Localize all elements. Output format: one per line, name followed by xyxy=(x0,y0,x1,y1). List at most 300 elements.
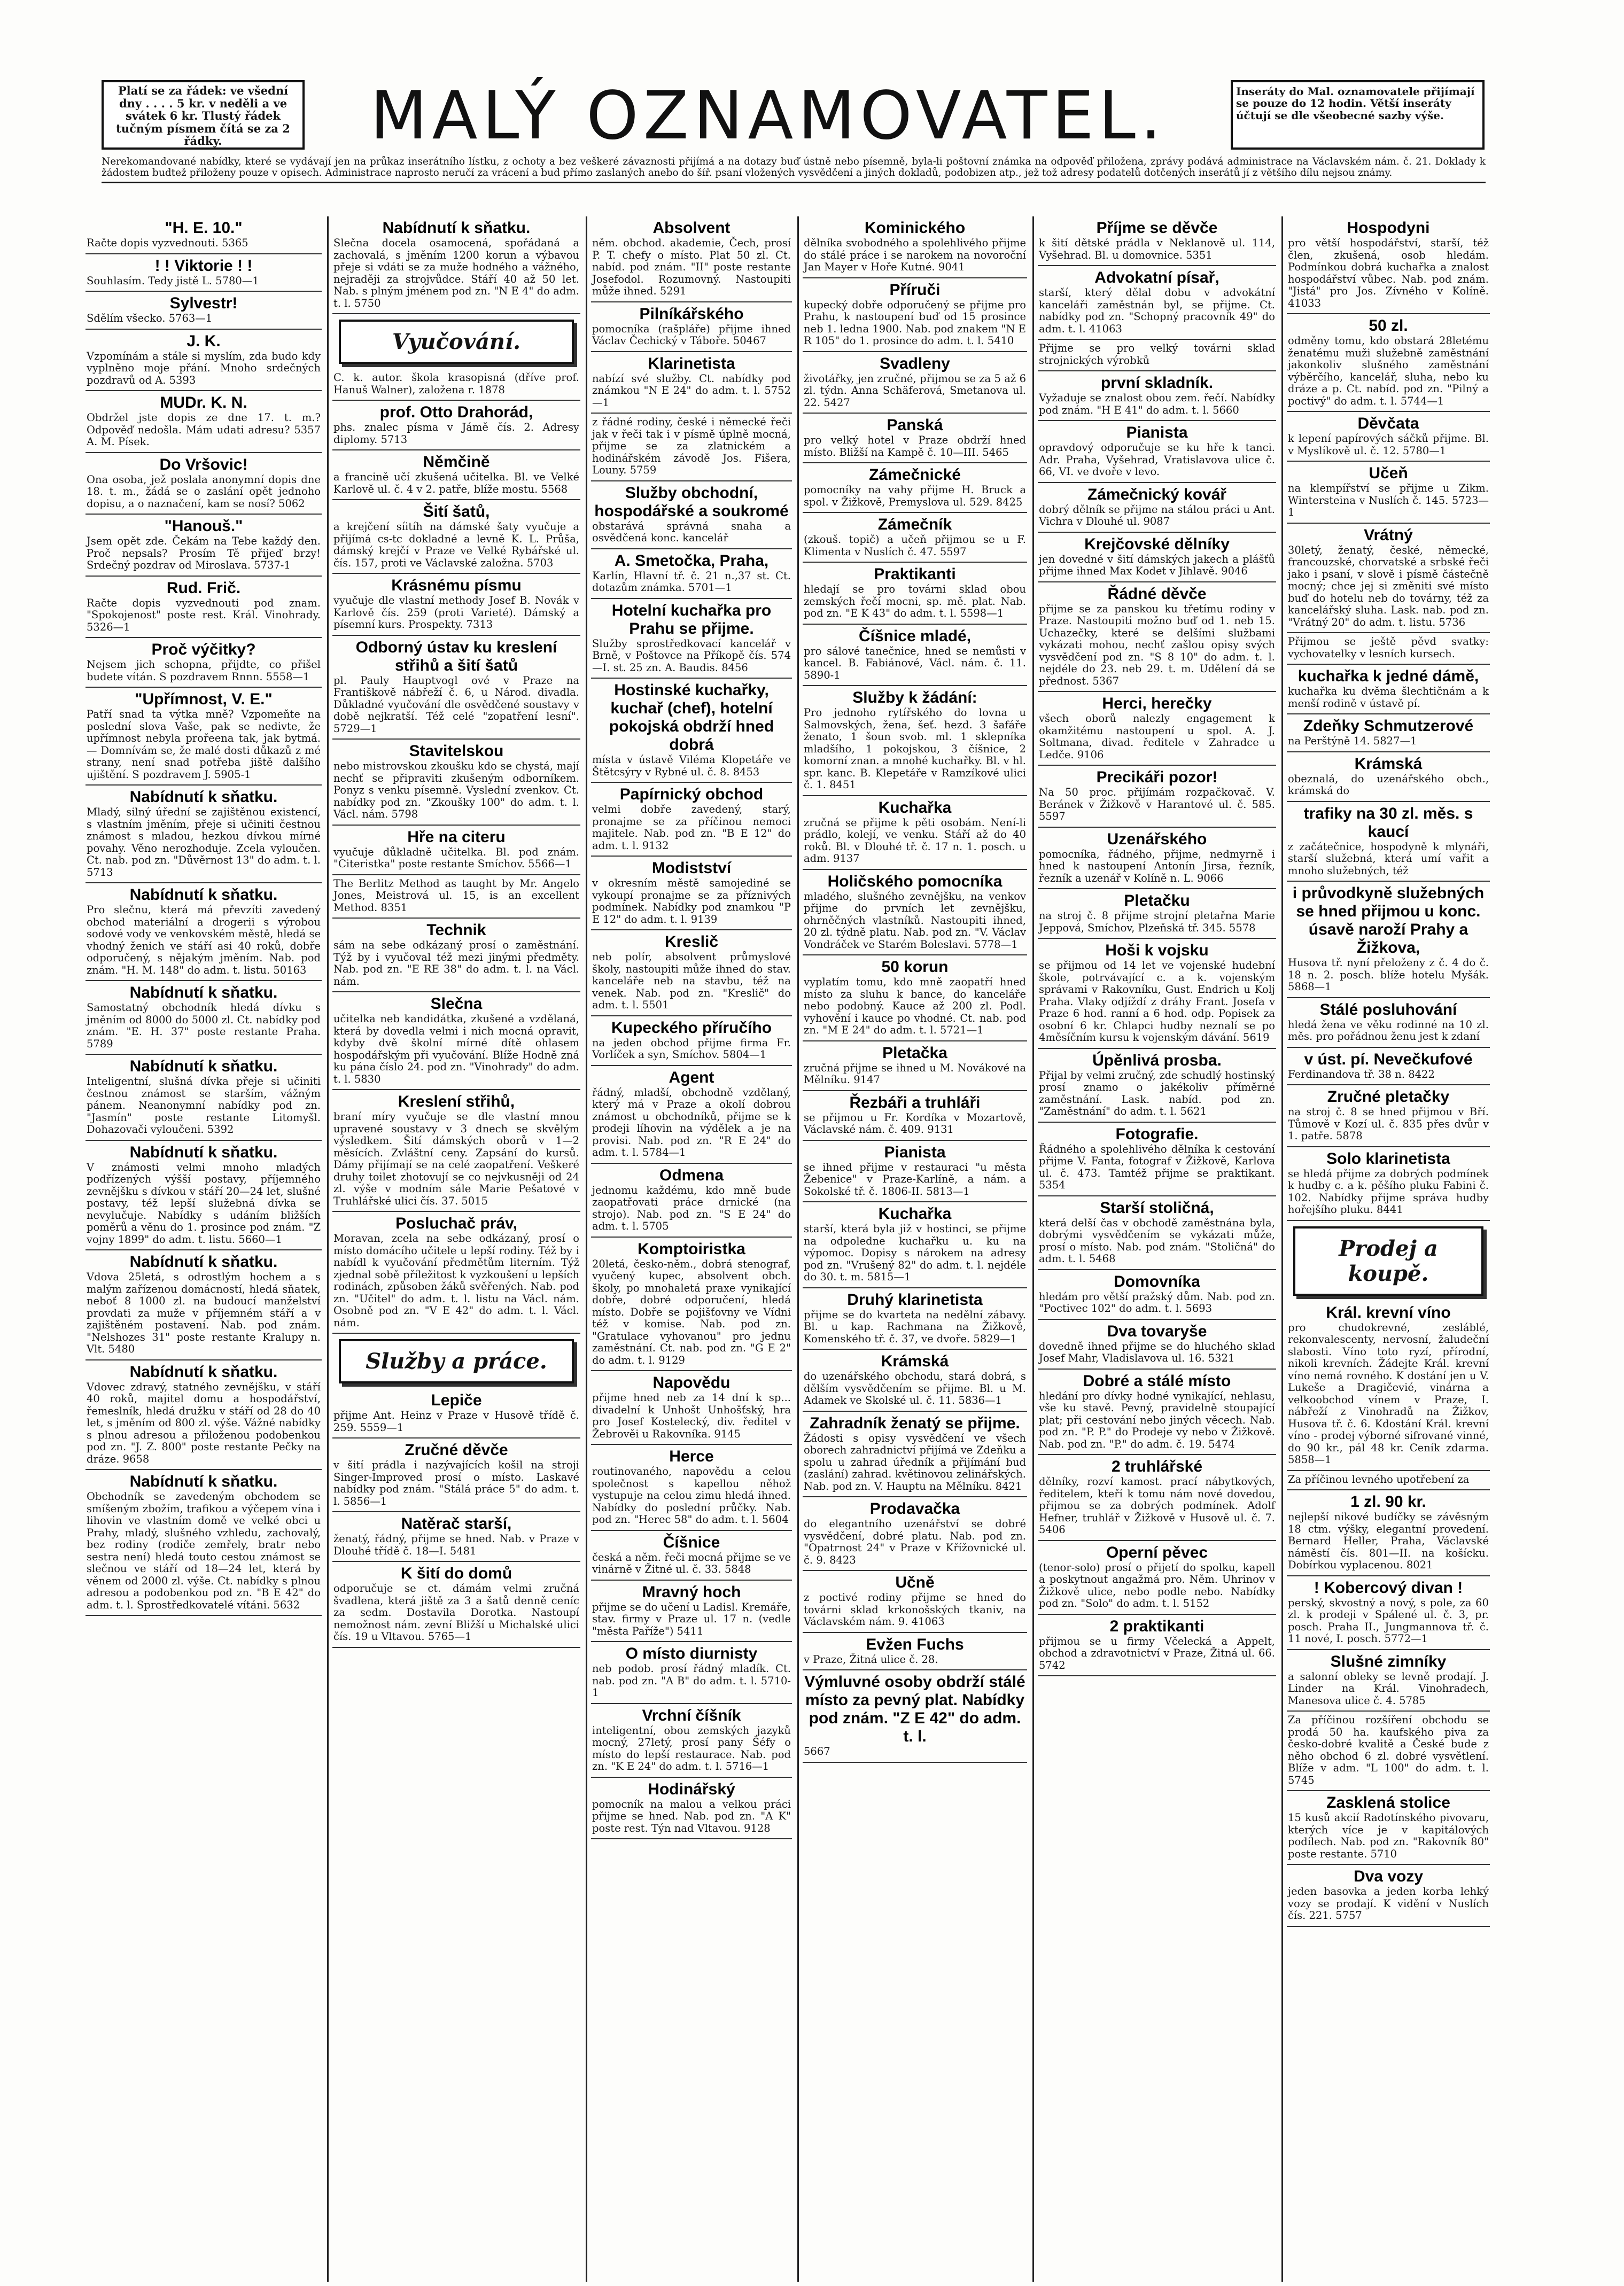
ad-text: 20letá, česko-něm., dobrá stenograf, vyučený kupec, absolvent obch. školy, po mnohaletá praxe vynikající dobře, dobré odporučení, hledá místo. Dobře se pojišťovny ve Vídni též v komise. Nab. pod zn. "Gratulace vyhovanou" pro jednu zaměstnání. Ct. nab. pod zn. "G E 2" do adm. t. l. 9129 xyxy=(592,1257,791,1366)
ad-heading: 50 korun xyxy=(881,958,949,976)
classified-ad xyxy=(86,453,322,515)
ad-text: se hledá přijme za dobrých podmínek k hudby c. a k. pěšího pluku Fabini č. 102. Nabídky přijme správa hudby hořejšího pluku. 8441 xyxy=(1288,1167,1489,1216)
ad-text: kupecký dobře odporučený se přijme pro Prahu, k nastoupení buď od 15 prosince neb 1. ledna 1900. Nab. pod znakem "N E R 105" do 1. prosince do adm. t. l. 5410 xyxy=(804,298,1026,347)
classified-ad xyxy=(1287,752,1490,802)
classified-ad xyxy=(803,278,1027,352)
ad-text: Vdovec zdravý, statného zevnějšku, v stáří 40 roků, majitel domu a hospodářství, řemeslník, hledá družku v stáří od 28 do 40 let, s jměním od 800 zl. výše. Vážné nabídky s plnou adresou a přiloženou podobenkou pod zn. "J. Z. 800" poste restante Pečky na dráze. 9658 xyxy=(87,1380,321,1465)
ad-heading: prof. Otto Drahorád, xyxy=(379,403,533,421)
classified-ad xyxy=(86,330,322,392)
classified-ad xyxy=(1038,1270,1276,1320)
ad-text: Žádosti s opisy vysvědčení ve všech oborech zahradnictví přijímá ve Zdeňku a spolu u zahrad úředník a přijímání bud (zaslání) zahrad. květinovou zelinářských. Nab. pod zn. V. Hauptu na Mělníku. 8421 xyxy=(804,1432,1026,1492)
ad-text: starší, který dělal dobu v advokátní kanceláři zaměstnán byl, se přijme. Ct. nabídky pod zn. "Schopný pracovník 49" do adm. t. l. 41063 xyxy=(1039,286,1275,335)
classified-ad xyxy=(1287,1490,1490,1576)
ad-heading: Služby obchodní, hospodářské a soukromé xyxy=(594,484,789,520)
ad-text: česká a něm. řeči mocná přijme se ve vinárně v Žitné ul. č. 33. 5848 xyxy=(592,1551,791,1575)
ad-heading: Pianista xyxy=(1126,424,1188,441)
ad-heading: Holičského pomocníka xyxy=(827,872,1003,890)
ad-text: Pro slečnu, která má převzíti zavedený obchod materiální a drogerii s výrobou sodové vody ve venkovském městě, hledá se vhodný ženich ve stáří asi 40 roků, dobře odporučený, s nějakým jměním. Nab. pod znám. "H. M. 148" do adm. t. listu. 50163 xyxy=(87,904,321,976)
ad-heading: Vrchní číšník xyxy=(642,1706,741,1724)
ad-heading: K šití do domů xyxy=(400,1565,512,1582)
ad-heading: Krásnému písmu xyxy=(391,577,522,594)
ad-text: Na 50 proc. přijímám rozpačkovač. V. Beránek v Žižkově v Harantové ul. č. 585. 5597 xyxy=(1039,786,1275,822)
ad-heading: ! ! Viktorie ! ! xyxy=(154,256,253,275)
ad-heading: Kreslení střihů, xyxy=(398,1093,515,1110)
ad-heading: Němčině xyxy=(423,453,490,471)
ad-text: Přijmou se ještě pěvd svatky: vychovatelky v lesních kursech. xyxy=(1288,635,1489,660)
ad-heading: Král. krevní víno xyxy=(1326,1303,1451,1321)
ad-heading: v úst. pí. Nevečkufové xyxy=(1304,1050,1473,1068)
classified-ad xyxy=(1287,1576,1490,1650)
classified-ad xyxy=(803,1202,1027,1288)
column-1 xyxy=(86,216,322,2276)
classified-ad xyxy=(803,1497,1027,1571)
classified-ad xyxy=(1038,889,1276,939)
ad-text: V známosti velmi mnoho mladých podřízených výšší postavy, příjemného zevnějšku s dívkou v stáří 20—24 let, slušné postavy, též lepší služebná dívka se nevylučuje. Nabídky s udáním bližších poměrů a věnu do 1. prosince pod znám. "Z vojny 1899" do adm. t. listu. 5660—1 xyxy=(87,1161,321,1246)
classified-ad xyxy=(591,857,792,930)
ad-text: do uzenářského obchodu, stará dobrá, s dělším vysvědčením se přijme. Bl. u M. Adamek ve Skolské ul. č. 11. 5836—1 xyxy=(804,1370,1026,1406)
ad-text: učitelka neb kandidátka, zkušené a vzdělaná, která by dovedla velmi i nich mocná opravit, kdyby dvě školní mírné dítě ohlasem hospodářským při vyučování. Blíže Hodně zná ku pána číslo 24. pod zn. "Vinohrady" do adm. t. l. 5830 xyxy=(333,1013,579,1085)
classified-ad xyxy=(1038,1370,1276,1456)
classified-ad xyxy=(591,302,792,352)
classified-ad xyxy=(803,563,1027,625)
ad-heading: 50 zl. xyxy=(1369,317,1408,335)
ad-heading: Hostinské kuchařky, kuchař (chef), hotelní pokojská obdrží hned dobrá xyxy=(609,681,774,753)
ad-text: dovedně ihned přijme se do hluchého sklad Josef Mahr, Vladislavova ul. 16. 5321 xyxy=(1039,1340,1275,1364)
column-2 xyxy=(332,216,580,2276)
ad-text: pomocník na malou a velkou práci přijme se hned. Nab. pod zn. "A K" poste rest. Týn nad Vltavou. 9128 xyxy=(592,1798,791,1834)
ad-text: odměny tomu, kdo obstará 28letému ženatému muži služebně zaměstnání jakonkoliv slušného zaměstnání výběrčího, kancelář, sluha, nebo ku dráze a p. Ct. nabíd. pod zn. "Pilný a poctivý" do adm. t. l. 5744—1 xyxy=(1288,335,1489,407)
classified-ad xyxy=(86,292,322,330)
ad-heading: Odborný ústav ku kreslení střihů a šití šatů xyxy=(355,638,557,674)
ad-text: Obchodník se zavedeným obchodem se smíšeným zbožím, trafikou a výčepem vína i lihovin ve vlastním domě ve velké obci u Prahy, mladý, slušného vzhledu, zachovalý, bez rodiny (rodiče zemřely, bratr nebo sestra není) hledá touto cestou známost se slečnou ve stáří od 18—24 let, která by věnem od 2000 zl. výše. Ct. nabídky s plnou adresou a podobenkou pod zn. "B E 42" do adm. t. l. Sprostředkovatelé vítáni. 5632 xyxy=(87,1490,321,1611)
ad-text: Vzpomínám a stále si myslím, zda budo kdy vyplněno moje přání. Mnoho srdečných pozdravů od A. 5393 xyxy=(87,349,321,386)
classified-ad xyxy=(803,796,1027,870)
classified-ad xyxy=(1038,266,1276,340)
ad-text: nebo mistrovskou zkoušku kdo se chystá, mají nechť se připraviti zkušeným odborníkem. Ponyz s venku písemně. Vyslední zvenkov. Ct. nabídky pod zn. "Zkoušky 100" do adm. t. l. Václ. nám. 5798 xyxy=(333,760,579,820)
ad-heading: Nabídnutí k sňatku. xyxy=(382,219,531,237)
ad-heading: A. Smetočka, Praha, xyxy=(614,551,769,570)
classified-ad xyxy=(332,740,580,826)
ad-text: ženatý, řádný, přijme se hned. Nab. v Praze v Dlouhé třídě č. 18—I. 5481 xyxy=(333,1533,579,1557)
classified-ad xyxy=(1038,533,1276,582)
classified-ad xyxy=(803,1412,1027,1498)
ad-text: starší, která byla již v hostinci, se přijme na odpoledne kuchařku u. ku na výpomoc. Dopisy s nárokem na adresy pod zn. "Vrušený 82" do adm. t. l. nejdéle do 30. t. m. 5815—1 xyxy=(804,1223,1026,1283)
classified-ad xyxy=(332,450,580,500)
ad-heading: Rud. Frič. xyxy=(166,579,241,597)
classified-ad xyxy=(1038,483,1276,533)
classified-ad xyxy=(591,679,792,783)
classified-ad xyxy=(332,216,580,314)
classified-ad xyxy=(86,1141,322,1251)
classified-ad xyxy=(332,574,580,636)
classified-ad xyxy=(86,1470,322,1616)
ad-text: hledají se pro továrni sklad obou zemských řečí mocni, sp. mě. plat. Nab. pod zn. "E K 43" do adm. t. l. 5598—1 xyxy=(804,583,1026,619)
classified-ad xyxy=(1287,714,1490,752)
classified-ad xyxy=(86,515,322,577)
ad-heading: O místo diurnisty xyxy=(625,1645,758,1662)
ad-text: na stroj č. 8 přijme strojní pletařna Marie Jeppová, Smíchov, Plzeňská tř. 345. 5578 xyxy=(1039,909,1275,934)
ad-text: z řádné rodiny, české i německé řeči jak v řeči tak i v písmě úplně mocná, přijme se za zlatnickém a hodinářském závodě Jos. Fišera, Louny. 5759 xyxy=(592,416,791,476)
ad-text: přijme se do učení u Ladisl. Kremáře, stav. firmy v Praze ul. 17 n. (vedle "města Paříže") 5411 xyxy=(592,1600,791,1637)
ad-heading: "H. E. 10." xyxy=(165,219,243,237)
ad-text: z poctivé rodiny přijme se hned do továrni sklad krkonošských tkaniv, na Václavském nám. 9. 41063 xyxy=(804,1591,1026,1628)
ad-heading: Nabídnutí k sňatku. xyxy=(129,886,278,904)
ad-text: Vdova 25letá, s odrostlým hochem a s malým zařízenou domácností, hledá sňatek, neboť 8 1000 zl. na budoucí manželství provdati za muže v příjemném stáří a v zajištěném postavení. Nab. pod znám. "Nelshozes 31" poste restante Kralupy n. Vlt. 5480 xyxy=(87,1271,321,1355)
ad-text: v okresním městě samojediné se vykoupí pronajme se za příznivých podmínek. Nabídky pod znamkou "P E 12" do adm. t. l. 9139 xyxy=(592,877,791,926)
classified-ad xyxy=(86,688,322,786)
classified-ad xyxy=(803,955,1027,1041)
classified-ad xyxy=(591,1016,792,1066)
page-title: MALÝ OZNAMOVATEL. xyxy=(370,77,1167,154)
ad-heading: Fotografie. xyxy=(1115,1125,1199,1143)
ad-text: vyplatím tomu, kdo mně zaopatří hned místo za sluhu k bance, do kanceláře nebo podobný. Kauce až 200 zl. Podl. vyhovění i kauce po vhodné. Ct. nab. pod zn. "M E 24" do adm. t. l. 5721—1 xyxy=(804,976,1026,1036)
ad-heading: Číšnice xyxy=(663,1533,720,1551)
classified-ad xyxy=(591,414,792,481)
classified-ad xyxy=(86,981,322,1055)
ad-text: a salonní obleky se levně prodají. J. Linder na Král. Vinohradech, Manesova ulice č. 4. 5785 xyxy=(1288,1670,1489,1707)
ad-heading: Kominického xyxy=(864,219,966,237)
ad-heading: Zámečnické xyxy=(869,466,961,484)
classified-ad xyxy=(1287,1865,1490,1927)
classified-ad xyxy=(1038,1049,1276,1123)
ad-text: routinovaného, napovědu a celou společnost s kapellou něhož vystupuje na celou zimu hledá ihned. Nabídky do poslední průčky. Nab. pod zn. "Herec 58" do adm. t. l. 5604 xyxy=(592,1465,791,1526)
classified-ad xyxy=(803,870,1027,956)
ad-text: jednomu každému, kdo mně bude zaopatřovati práce drnické (na strojo). Nab. pod zn. "S E 24" do adm. t. l. 5705 xyxy=(592,1184,791,1232)
classified-ad xyxy=(332,1389,580,1439)
ad-heading: Číšnice mladé, xyxy=(858,627,972,645)
ad-text: k šití dětské prádla v Neklanově ul. 114, Vyšehrad. Bl. u domovnice. 5351 xyxy=(1039,237,1275,261)
ad-text: něm. obchod. akademie, Čech, prosí P. T. chefy o místo. Plat 50 zl. Ct. nabíd. pod znám. "II" poste restante Josefodol. Rozumovný. Nastoupiti může ihned. 5291 xyxy=(592,237,791,297)
classified-ad xyxy=(1038,828,1276,890)
classified-ad xyxy=(591,599,792,679)
ad-heading: kuchařka k jedné dámě, xyxy=(1297,667,1479,685)
classified-ad xyxy=(803,352,1027,414)
classified-ad xyxy=(86,391,322,453)
ad-heading: Kuchařka xyxy=(878,1205,952,1223)
classified-ad xyxy=(591,1778,792,1840)
ad-text: Inteligentní, slušná dívka přeje si učiniti čestnou známost se starším, vážným pánem. Neanonymní nabídky pod zn. "Jasmín" poste restante Litomyšl. Dohazovači vyloučeni. 5392 xyxy=(87,1075,321,1136)
ad-heading: ! Kobercový divan ! xyxy=(1314,1579,1463,1597)
ad-text: Mladý, silný úřední se zajištěnou existencí, s vlastním jměním, přeje si učiniti čestnou známost s mladou, hezkou dívkou mírné povahy. Věno nerozhoduje. Zcela vyloučen. Ct. nab. pod zn. "Důvěrnost 13" do adm. t. l. 5713 xyxy=(87,806,321,878)
column-rule xyxy=(1281,216,1283,2282)
ad-text: Samostatný obchodník hledá dívku s jměním od 8000 do 5000 zl. Ct. nabídky pod znám. "E. H. 37" poste restante Praha. 5789 xyxy=(87,1001,321,1050)
ad-heading: Precikáři pozor! xyxy=(1096,768,1218,786)
ad-text: na jeden obchod přijme firma Fr. Vorlíček a syn, Smíchov. 5804—1 xyxy=(592,1036,791,1061)
classified-ad xyxy=(1287,1650,1490,1712)
ad-heading: Sylvestr! xyxy=(169,294,238,312)
ad-heading: Krámská xyxy=(1354,755,1423,773)
classified-ad xyxy=(591,783,792,857)
ad-text: Pro jednoho rytířského do lovna u Salmovských, žena, šeť. hezd. 3 šafáře ženato, 1 šoun svob. ml. 1 sklepníka mladšího, 1 pokojskou, 3 číšnice, 2 komorní znan. a mnohé kuchařky. Bl. v hl. spr. kanc. B. Klepetáře v Ramzíkové ulici č. 1. 8451 xyxy=(804,706,1026,791)
ad-text: na klempířství se přijme u Zikm. Wintersteina v Nuslích č. 145. 5723—1 xyxy=(1288,482,1489,518)
ad-heading: Pletačku xyxy=(1124,892,1190,909)
ad-heading: Hoši k vojsku xyxy=(1105,942,1209,959)
column-rule xyxy=(586,216,587,2282)
ad-text: pomocníka, řádného, přijme, nedmyrně i hned k nastoupení Antonín Jirsa, řezník, řezník a uzenář v Kolíně n. L. 9066 xyxy=(1039,847,1275,884)
classified-ad xyxy=(591,1371,792,1445)
classified-ad xyxy=(803,625,1027,687)
ad-text: životářky, jen zručné, přijmou se za 5 až 6 zl. týdn. Anna Schäferová, Smetanova ul. 22. 5427 xyxy=(804,372,1026,409)
administration-notice: Nerekomandované nabídky, které se vydávají jen na průkaz inserátního lístku, z ochoty a bez veškeré závaznosti přijímá a na dotazy buď ústně nebo písemně, byla-li poštovní známka na odpověď přiložena, zprávy podává administrace na Václavském nám. č. 21. Doklady k žádostem budtež přiloženy pouze v opisech. Administrace naprosto neručí za vrácení a bud přímo zaslaných anebo do šíř. psaní vložených vysvědčení a jiných dokladů, podobizen atp., jež tož adresy podatelů dotčených inserátů jí z většího dílu nejsou známy. xyxy=(102,156,1486,183)
ad-text: Karlín, Hlavní tř. č. 21 n.,37 st. Ct. dotazům známka. 5701—1 xyxy=(592,569,791,594)
ad-text: Obdržel jste dopis ze dne 17. t. m.? Odpověď nedošla. Mám udati adresu? 5357 A. M. Písek. xyxy=(87,411,321,448)
ad-text: přijme hned neb za 14 dní k sp... divadelní k Unhošt Unhošťský, hra pro Josef Kostelecký, div. ředitel v Žebrověi u Rakovníka. 9145 xyxy=(592,1391,791,1440)
ad-text: k lepení papírových sáčků přijme. Bl. v Myslíkově ul. č. 12. 5780—1 xyxy=(1288,432,1489,457)
section-header: Vyučování. xyxy=(339,320,574,364)
section-header: Prodej a koupě. xyxy=(1293,1226,1483,1296)
ad-heading: MUDr. K. N. xyxy=(160,394,247,411)
ad-text: Za příčinou rozšíření obchodu se prodá 50 ha. kaufského piva za česko-dobré kvalitě a České bude z něho obchod 6 zl. dobré vysvětlení. Blíže v adm. "L 100" do adm. t. l. 5745 xyxy=(1288,1714,1489,1786)
classified-ad xyxy=(591,930,792,1016)
ad-heading: Modistství xyxy=(651,859,732,877)
classified-ad xyxy=(591,549,792,599)
ad-text: pro velký hotel v Praze obdrží hned místo. Bližší na Kampě č. 10—III. 5465 xyxy=(804,434,1026,458)
ad-text: pro chudokrevné, zesláblé, rekonvalescenty, nervosní, žaludeční slabosti. Víno toto ryzí, přírodní, nikoli krevních. Žádejte Král. krevní víno nemá rovného. K dostání jen u V. Lukeše a Dragičevié, vinárna a velkoobchod vínem v Praze, I. nábřeží z Vinohradů na Žižkov, Husova tř. č. 6. Kdostání Král. krevní víno - prodej výborné sifrované vinné, do 90 kr., pál 48 kr. Ceník zdarma. 5858—1 xyxy=(1288,1321,1489,1466)
classified-ad xyxy=(803,1091,1027,1141)
ad-heading: trafiky na 30 zl. měs. s kaucí xyxy=(1303,804,1473,841)
ad-text: Patří snad ta výtka mně? Vzpomeňte na poslední slova Vaše, pak se nedivte, že upřímnost nebyla prořeena tak, jak bytmá. — Domnívám se, že malé dosti důkazů z mé strany, není snad potřeba jiště dalšího ujištění. S pozdravem J. 5905-1 xyxy=(87,708,321,781)
classified-ad xyxy=(1287,1085,1490,1147)
ad-heading: Příruči xyxy=(889,281,941,299)
ad-text: velmi dobře zavedený, starý, pronajme se za příčinou nemoci majitele. Nab. pod zn. "B E 12" do adm. t. l. 9132 xyxy=(592,803,791,852)
ad-text: vyučuje důkladně učitelka. Bl. pod znám. "Citeristka" poste restante Smíchov. 5566—1 xyxy=(333,845,579,870)
ad-heading: Proč výčitky? xyxy=(151,641,256,658)
ad-heading: Vrátný xyxy=(1364,526,1413,544)
ad-heading: Zahradník ženatý se přijme. xyxy=(810,1414,1020,1432)
ad-heading: Evžen Fuchs xyxy=(866,1635,964,1653)
ad-text: se přijmou u Fr. Kordíka v Mozartově, Václavské nám. č. 409. 9131 xyxy=(804,1111,1026,1136)
classified-ad xyxy=(1038,1615,1276,1677)
ad-heading: Zručné děvče xyxy=(405,1441,508,1459)
ad-heading: Hodinářský xyxy=(648,1780,735,1798)
classified-ad xyxy=(591,1704,792,1778)
classified-ad xyxy=(332,1212,580,1334)
ad-heading: "Hanouš." xyxy=(164,517,243,535)
ad-text: Račte dopis vyzvednouti. 5365 xyxy=(87,237,248,249)
ad-text: hledání pro dívky hodné vynikající, nehlasu, vše ku stavě. Pevný, pravidelně stoupající plat; při cestování nebo jiných věcech. Nab. pod zn. "P. P." do Prodeje vy nebo v Žižkově. Nab. pod zn. "P." do adm. č. 19. 5474 xyxy=(1039,1389,1275,1450)
classified-ad xyxy=(86,216,322,254)
ad-heading: Stavitelskou xyxy=(409,742,504,760)
classified-ad xyxy=(1287,1791,1490,1865)
classified-ad xyxy=(1038,1123,1276,1196)
ad-text: z začátečnice, hospodyně k mlynáři, starší služebná, která umí vařit a mnoho služebných, též xyxy=(1288,840,1489,877)
column-rule xyxy=(797,216,799,2282)
classified-ad xyxy=(1038,1320,1276,1370)
classified-ad xyxy=(803,1350,1027,1412)
ad-heading: Děvčata xyxy=(1357,415,1419,432)
ad-text: hledá žena ve věku rodinné na 10 zl. měs. pro pořádnou ženu jest k zdaní xyxy=(1288,1018,1489,1043)
ad-text: všech oborů nalezly engagement k okamžitému nastoupení u spol. A. J. Soltmana, divad. ředitele v Zahradce u Ledče. 9106 xyxy=(1039,712,1275,761)
classified-ad xyxy=(86,577,322,639)
ad-text: phs. znalec písma v Jámě čís. 2. Adresy diplomy. 5713 xyxy=(333,421,579,446)
classified-ad xyxy=(803,1288,1027,1350)
ad-text: a krejčení síitíh na dámské šaty vyučuje a přijímá cs-tc dokladné a levně K. L. Průša, dámský krejčí v Praze ve Velké Rybářské ul. čís. 157, proti ve Václavské založna. 5703 xyxy=(333,520,579,569)
ad-text: pomocníka (rašpláře) přijme ihned Václav Čechický v Táboře. 50467 xyxy=(592,322,791,347)
ad-heading: Nabídnutí k sňatku. xyxy=(129,1058,278,1075)
classified-ad xyxy=(1038,216,1276,266)
ad-text: Řádného a spolehlivého dělníka k cestování přijme V. Fanta, fotograf v Žižkově, Karlova ul. č. 473. Tamtéž přijme se praktikant. 5354 xyxy=(1039,1142,1275,1191)
ad-text: přijme se do kvarteta na nedělní zábavy. Bl. u kap. Rachmana na Žižkově, Komenského tř. č. 37, ve dvoře. 5829—1 xyxy=(804,1308,1026,1345)
ad-heading: Nabídnutí k sňatku. xyxy=(129,788,278,806)
classified-ad xyxy=(1287,1301,1490,1471)
ad-heading: Řezbáři a truhláři xyxy=(849,1093,981,1111)
ad-text: pl. Pauly Hauptvogl ové v Praze na Františkově nábřeží č. 6, u Národ. divadla. Důkladné vyučování dle osvědčené soustavy v době nejkratší. Též celé "zopatření lesní". 5729—1 xyxy=(333,674,579,735)
ad-heading: Úpěnlivá prosba. xyxy=(1092,1051,1222,1069)
ad-text: 30letý, ženatý, české, německé, francouzské, chorvatské a srbské řeči jako i psaní, v slově i písmě částečně mocný; chce jej si změniti své místo buď do hotelu neb do továrny, též za kancelářský sluha. Lask. nab. pod zn. "Vrátný 20" do adm. t. listu. 5736 xyxy=(1288,543,1489,628)
ad-text: a francině učí zkušená učitelka. Bl. ve Velké Karlově ul. č. 4 v 2. patře, blíže mostu. 5568 xyxy=(333,471,579,495)
ad-text: perský, skvostný a nový, s pole, za 60 zl. k prodeji v Spálené ul. č. 3, pr. posch. Praha II., Jungmannova tř. č. 11 nové, I. posch. 5772—1 xyxy=(1288,1596,1489,1645)
ad-heading: Výmluvné osoby obdrží stálé místo za pevný plat. Nabídky pod znám. "Z E 42" do adm. t. l. xyxy=(804,1673,1025,1745)
ad-text: vyučuje dle vlastní methody Josef B. Novák v Karlově čís. 259 (proti Varieté). Dámský a písemní kurs. Prospekty. 7313 xyxy=(333,594,579,631)
classified-ad xyxy=(332,875,580,919)
ad-heading: Příjme se děvče xyxy=(1096,219,1218,237)
ad-text: místa v ústavě Viléma Klopetáře ve Štětcsýry v Rybné ul. č. 8. 8453 xyxy=(592,753,791,778)
ad-text: Nejsem jich schopna, přijdte, co přišel budete vítán. S pozdravem Rnnn. 5558—1 xyxy=(87,658,321,683)
ad-text: 5667 xyxy=(804,1745,830,1758)
ad-text: The Berlitz Method as taught by Mr. Angelo Jones, Meistrová ul. 15, is an excellent Method. 8351 xyxy=(333,877,579,914)
ad-heading: Solo klarinetista xyxy=(1326,1149,1450,1168)
ad-text: Račte dopis vyzvednouti pod znam. "Spokojenost" poste rest. Král. Vinohrady. 5326—1 xyxy=(87,596,321,633)
classified-ad xyxy=(86,1055,322,1141)
ad-heading: Krámská xyxy=(881,1352,949,1370)
ad-heading: Učeň xyxy=(1369,464,1408,482)
ad-heading: Dobré a stálé místo xyxy=(1083,1372,1231,1390)
classified-ad xyxy=(591,1445,792,1531)
column-5 xyxy=(1038,216,1276,2276)
ad-text: braní míry vyučuje se dle vlastní mnou upravené soustavy v 3 dnech se skvělým výsledkem. Šití dámských oborů v 1—2 měsících. Zvláštní ceny. Zapsání do kursů. Dámy přijímají se na celé zaopatření. Veškeré druhy toilet zhotovují se co nejvkusněji od 24 zl. výše v modním sále Marie Pešatové v Truhlářské ulici čís. 37. 5015 xyxy=(333,1110,579,1207)
ad-heading: Hotelní kuchařka pro Prahu se přijme. xyxy=(611,601,772,637)
classified-ad xyxy=(1287,216,1490,314)
ad-text: mladého, slušného zevnějšku, na venkov přijme do prvních let zevnějšku, ohrněčných vlastníků. Nastoupiti ihned, 20 zl. týdně platu. Nab. pod zn. "V. Václav Vondráček ve Starém Boleslavi. 5778—1 xyxy=(804,890,1026,951)
ad-text: přijmou se u firmy Včelecká a Appelt, obchod a zdravotnictví v Praze, Žitná ul. 66. 5742 xyxy=(1039,1635,1275,1671)
ad-heading: Domovníka xyxy=(1114,1272,1200,1290)
classified-ad xyxy=(591,481,792,549)
ad-text: Sdělím všecko. 5763—1 xyxy=(87,312,213,324)
classified-ad xyxy=(1038,1196,1276,1270)
classified-ad xyxy=(1038,1455,1276,1541)
ad-text: hledám pro větší pražský dům. Nab. pod zn. "Poctivec 102" do adm. t. l. 5693 xyxy=(1039,1290,1275,1315)
column-rule xyxy=(1032,216,1034,2282)
classified-ad xyxy=(86,786,322,883)
ad-heading: Nabídnutí k sňatku. xyxy=(129,1363,278,1381)
ad-text: pro sálové tanečnice, hned se nemůsti v kancel. B. Fabiánové, Václ. nám. č. 11. 5890-1 xyxy=(804,644,1026,681)
ad-text: dělníky, rozví kamost. prací nábytkových, ředitelem, kteří k tomu nám nové dovedou, přijmou se za dobrých podmínek. Adolf Hefner, truhlář v Žižkově v Husově ul. č. 7. 5406 xyxy=(1039,1475,1275,1536)
ad-text: se přijmou od 14 let ve vojenské hudební škole, potrvávající c. a k. vojenským správami v Rakovníku, Gust. Endrich u Kolj Praha. Vlaky odjíždí z dráhy Frant. Josefa v Praze 6 hod. ranní a 6 hod. odp. Popisek za osobní 6 kr. Chlapci hudby neznalí se po 4měsíčním kursu k vojenským dávání. 5619 xyxy=(1039,959,1275,1044)
classified-ad xyxy=(803,1141,1027,1203)
classified-ad xyxy=(332,500,580,574)
classified-ad xyxy=(332,1562,580,1648)
ad-heading: Operní pěvec xyxy=(1106,1543,1208,1561)
classified-ad xyxy=(803,414,1027,463)
classified-ad xyxy=(803,1633,1027,1671)
ad-heading: Zručné pletačky xyxy=(1327,1088,1450,1106)
classified-ad xyxy=(803,1670,1027,1763)
ad-heading: Starší stoličná, xyxy=(1100,1199,1214,1217)
ad-heading: Agent xyxy=(669,1068,714,1086)
ad-heading: Zámečník xyxy=(877,516,952,533)
ad-text: Husova tř. nyní přeloženy z č. 4 do č. 18 n. 2. posch. blíže hotelu Myšák. 5868—1 xyxy=(1288,957,1489,993)
classified-ad xyxy=(591,1164,792,1238)
ad-text: dělníka svobodného a spolehlivého přijme do stálé práce i se narokem na novoroční Jan Mayer v Hoře Kutné. 9041 xyxy=(804,237,1026,273)
ad-heading: Slušné zimníky xyxy=(1330,1652,1447,1670)
classified-ad xyxy=(1287,1471,1490,1491)
ad-heading: Praktikanti xyxy=(874,565,956,583)
ad-heading: Hře na citeru xyxy=(407,828,506,846)
classified-ad xyxy=(591,1531,792,1581)
ad-text: Služby sprostředkovací kancelář v Brně, v Poštovce na Příkopě čís. 574—I. st. 25 zn. A. Baudis. 8456 xyxy=(592,637,791,674)
ad-heading: J. K. xyxy=(187,332,221,350)
ad-heading: 1 zl. 90 kr. xyxy=(1350,1493,1426,1511)
ad-heading: Do Vršovic! xyxy=(159,455,248,473)
ad-heading: Kupeckého příručího xyxy=(611,1018,772,1037)
ad-heading: Pianista xyxy=(884,1143,946,1161)
classified-ad xyxy=(86,638,322,688)
classified-ad xyxy=(1038,340,1276,371)
classified-ad xyxy=(591,1238,792,1372)
ad-heading: Učně xyxy=(895,1574,935,1591)
ad-heading: Šití šatů, xyxy=(423,503,490,520)
classified-ad xyxy=(1038,939,1276,1049)
classified-ad xyxy=(1038,692,1276,766)
ad-heading: Krejčovské dělníky xyxy=(1084,535,1230,553)
classified-ad xyxy=(332,919,580,992)
ad-heading: Absolvent xyxy=(652,219,731,237)
ad-heading: Klarinetista xyxy=(648,354,735,372)
ad-text: odporučuje se ct. dámám velmi zručná švadlena, která jiště za 3 a šatů denně ceníc za sedm. Dostavila Dorotka. Nastoupí nemožnost nám. zevní Bližší u Michalské ulici čís. 19 u Vltavou. 5765—1 xyxy=(333,1582,579,1643)
ad-heading: Pletačka xyxy=(882,1044,947,1062)
ad-text: inteligentní, obou zemských jazyků mocný, 27letý, prosí pany Šéfy o místo do lepší restaurace. Nab. pod zn. "K E 24" do adm. t. l. 5716—1 xyxy=(592,1724,791,1772)
ad-text: sám na sebe odkázaný prosí o zaměstnání. Týž by i vyučoval též mezi jinými předměty. Nab. pod zn. "E RE 38" do adm. t. l. na Václ. nám. xyxy=(333,939,579,988)
ad-text: Přijme se pro velký továrni sklad strojnických výrobků xyxy=(1039,342,1275,367)
ad-text: Jsem opět zde. Čekám na Tebe každý den. Proč nepsals? Prosím Tě přijeď brzy! Srdečný pozdrav od Miroslava. 5737-1 xyxy=(87,535,321,571)
ad-text: do elegantního uzenářství se dobré vysvědčení, dobré platu. Nab. pod zn. "Opatrnost 24" v Praze v Křížovnické ul. č. 9. 8423 xyxy=(804,1518,1026,1566)
classified-ad xyxy=(803,513,1027,563)
ad-text: v Praze, Žitná ulice č. 28. xyxy=(804,1653,938,1666)
ad-heading: Zdeňky Schmutzerové xyxy=(1303,717,1474,735)
classified-ad xyxy=(591,1066,792,1164)
ad-heading: Uzenářského xyxy=(1107,830,1207,848)
ad-text: se ihned přijme v restauraci "u města Žebenice" v Praze-Karlíně, a nám. a Sokolské tř. č. 1806-II. 5813—1 xyxy=(804,1161,1026,1198)
ad-heading: první skladník. xyxy=(1100,374,1214,392)
ad-heading: "Upřímnost, V. E." xyxy=(135,690,273,708)
classified-ad xyxy=(86,1360,322,1471)
classified-ad xyxy=(1038,1541,1276,1615)
classified-ad xyxy=(1287,1048,1490,1086)
ad-text: Souhlasím. Tedy jistě L. 5780—1 xyxy=(87,274,259,287)
ad-text: (tenor-solo) prosí o přijetí do spolku, kapell a poskytnout angažmá pro. Něm. Uhrinov v Žižkově ulice, nebo podle nebo. Nabídky pod zn. "Solo" do adm. t. l. 5152 xyxy=(1039,1561,1275,1609)
classified-ad xyxy=(1287,314,1490,412)
ad-text: na stroj č. 8 se hned přijmou v Bří. Tůmově v Kozí ul. č. 835 přes dvůr v 1. patře. 5878 xyxy=(1288,1106,1489,1142)
classified-ad xyxy=(332,992,580,1090)
ad-text: Přijal by velmi zručný, zde schudlý hostinský prosí znamo o jakékoliv příměrné zaměstnání. Lask. nabíd. pod zn. "Zaměstnání" do adm. t. l. 5621 xyxy=(1039,1069,1275,1117)
classified-ad xyxy=(332,1439,580,1512)
ad-heading: 2 praktikanti xyxy=(1109,1617,1205,1635)
classified-ad xyxy=(332,1512,580,1562)
price-box: Platí se za řádek: ve všední dny . . . . 5 kr. v neděli a ve svátek 6 kr. Tlustý řádek tučným písmem čítá se za 2 řádky. xyxy=(102,80,305,150)
ad-text: nejlepší nikové budíčky se závěsným 18 ctm. výšky, elegantní provedení. Bernard Heller, Praha, Václavské náměstí čís. 801—II. na košícku. Dobírkou vyplacenou. 8021 xyxy=(1288,1511,1489,1571)
column-6 xyxy=(1287,216,1490,2276)
column-rule xyxy=(327,216,329,2282)
classified-ad xyxy=(803,1571,1027,1633)
ad-text: neb podob. prosí řádný mladík. Ct. nab. pod zn. "A B" do adm. t. l. 5710-1 xyxy=(592,1662,791,1699)
ad-heading: Dva vozy xyxy=(1353,1868,1424,1885)
ad-heading: Svadleny xyxy=(880,354,950,372)
ad-heading: Kuchařka xyxy=(878,798,952,817)
ad-heading: Stálé posluhování xyxy=(1319,1000,1457,1018)
classified-ad xyxy=(591,1581,792,1643)
ad-heading: Komptoiristka xyxy=(638,1240,745,1258)
ad-heading: Lepiče xyxy=(431,1391,482,1409)
